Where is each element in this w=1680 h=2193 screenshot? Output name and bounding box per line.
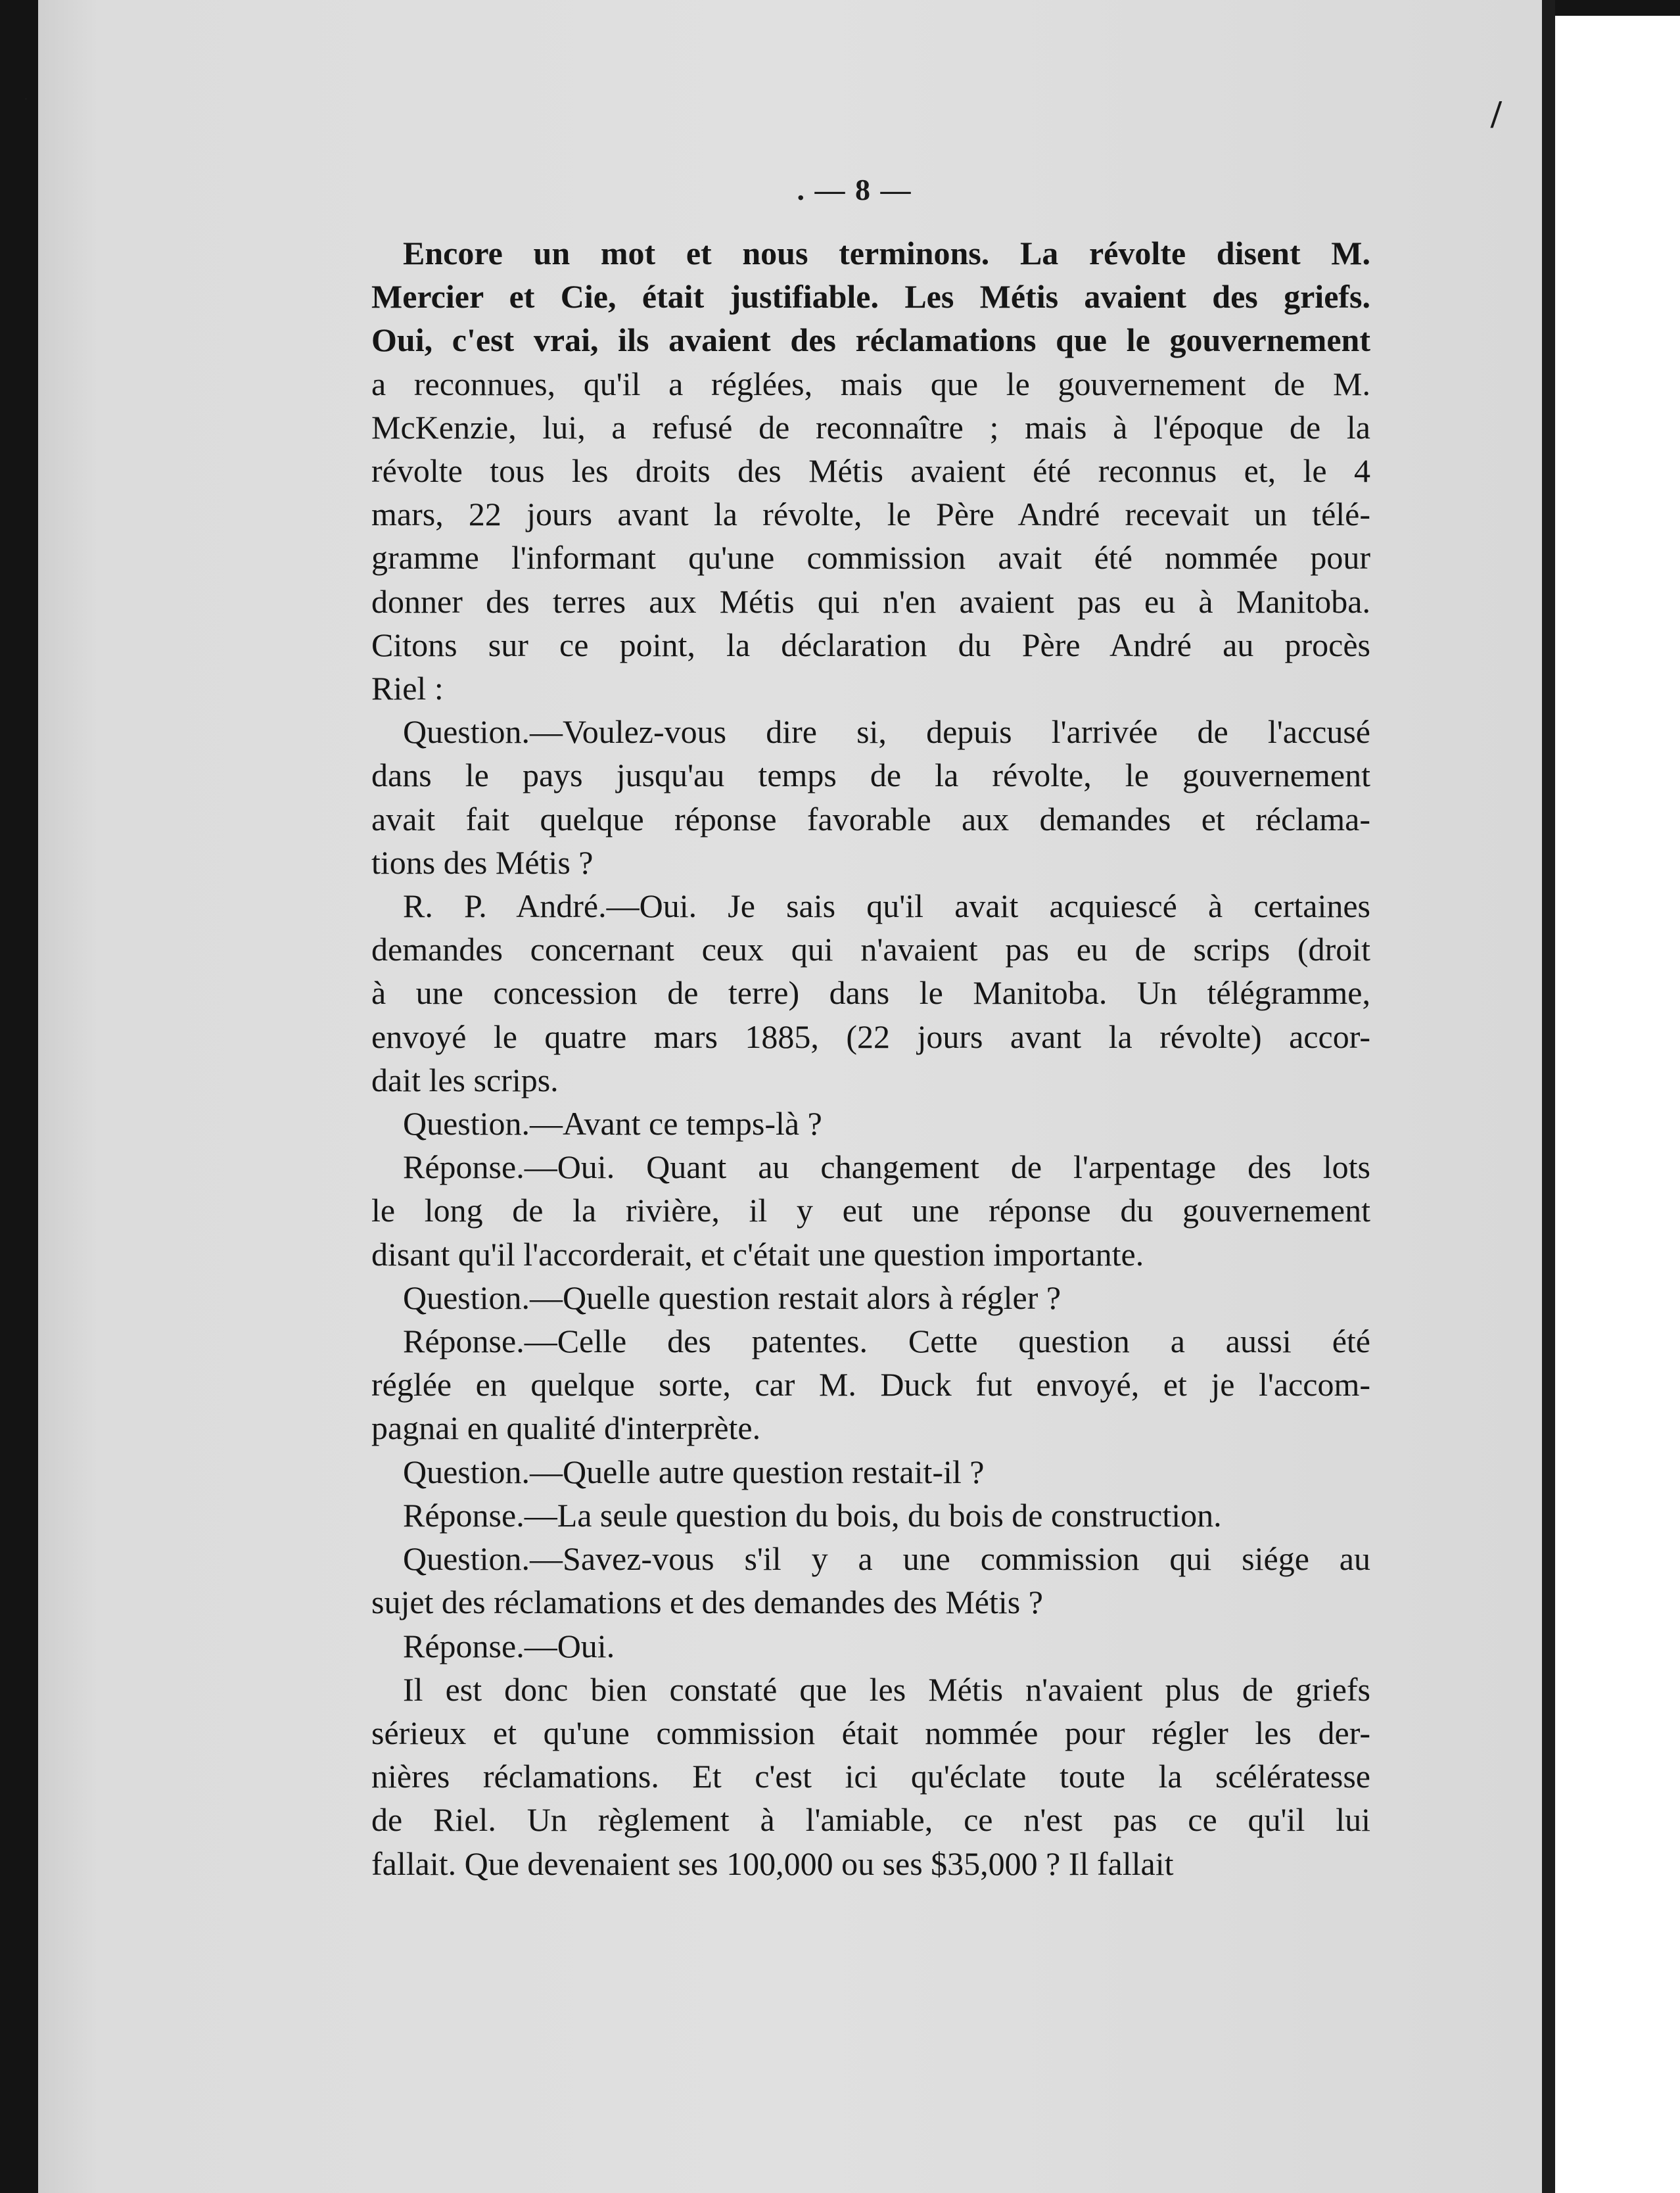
- text-line: dait les scrips.: [371, 1061, 559, 1098]
- text-line: révolte tous les droits des Métis avaient été reconnus et, le 4: [371, 452, 1370, 490]
- page-text: [371, 231, 1370, 1885]
- text-line: envoyé le quatre mars 1885, (22 jours avant la révolte) accor-: [371, 1018, 1370, 1055]
- scan-margin: [1555, 16, 1680, 2193]
- text-line: Il est donc bien constaté que les Métis n'avaient plus de griefs: [403, 1670, 1370, 1708]
- text-line: Question.—Quelle question restait alors à régler ?: [403, 1279, 1062, 1316]
- text-line: disant qu'il l'accorderait, et c'était une question importante.: [371, 1235, 1144, 1273]
- text-line: donner des terres aux Métis qui n'en avaient pas eu à Manitoba.: [371, 582, 1370, 620]
- text-line: Réponse.—Oui. Quant au changement de l'arpentage des lots: [403, 1148, 1370, 1186]
- text-line: Mercier et Cie, était justifiable. Les Métis avaient des griefs.: [371, 278, 1370, 316]
- text-line: McKenzie, lui, a refusé de reconnaître ; mais à l'époque de la: [371, 408, 1370, 446]
- text-line: Réponse.—La seule question du bois, du bois de construction.: [403, 1496, 1222, 1534]
- text-line: sujet des réclamations et des demandes des Métis ?: [371, 1584, 1043, 1621]
- text-line: demandes concernant ceux qui n'avaient pas eu de scrips (droit: [371, 931, 1370, 968]
- text-line: le long de la rivière, il y eut une réponse du gouvernement: [371, 1192, 1370, 1229]
- text-line: pagnai en qualité d'interprète.: [371, 1409, 761, 1447]
- text-line: Question.—Voulez-vous dire si, depuis l'arrivée de l'accusé: [403, 713, 1370, 751]
- text-line: dans le pays jusqu'au temps de la révolte, le gouvernement: [371, 757, 1370, 794]
- text-line: Citons sur ce point, la déclaration du Père André au procès: [371, 626, 1370, 663]
- text-line: Encore un mot et nous terminons. La révolte disent M.: [403, 235, 1370, 271]
- text-line: tions des Métis ?: [371, 843, 594, 881]
- text-line: Question.—Quelle autre question restait-il ?: [403, 1453, 985, 1490]
- text-line: mars, 22 jours avant la révolte, le Père André recevait un télé-: [371, 496, 1370, 533]
- text-line: Réponse.—Oui.: [403, 1627, 615, 1664]
- text-line: Réponse.—Celle des patentes. Cette question a aussi été: [403, 1323, 1370, 1360]
- text-line: avait fait quelque réponse favorable aux demandes et réclama-: [371, 800, 1370, 837]
- text-line: R. P. André.—Oui. Je sais qu'il avait acquiescé à certaines: [403, 887, 1370, 925]
- text-line: Question.—Avant ce temps-là ?: [403, 1105, 822, 1143]
- page-edge: [1542, 0, 1555, 2193]
- stray-mark-right: /: [1491, 93, 1502, 136]
- stray-mark-left: ·: [24, 92, 28, 106]
- text-line: Riel :: [371, 670, 444, 707]
- text-line: sérieux et qu'une commission était nommée pour régler les der-: [371, 1714, 1370, 1751]
- text-line: de Riel. Un règlement à l'amiable, ce n'est pas ce qu'il lui: [371, 1801, 1370, 1839]
- text-line: a reconnues, qu'il a réglées, mais que le gouvernement de M.: [371, 365, 1370, 402]
- text-line: nières réclamations. Et c'est ici qu'éclate toute la scélératesse: [371, 1758, 1370, 1795]
- text-line: réglée en quelque sorte, car M. Duck fut envoyé, et je l'accom-: [371, 1366, 1370, 1403]
- text-line: à une concession de terre) dans le Manitoba. Un télégramme,: [371, 974, 1370, 1012]
- text-line: Question.—Savez-vous s'il y a une commission qui siége au: [403, 1540, 1370, 1578]
- text-line: gramme l'informant qu'une commission avait été nommée pour: [371, 539, 1370, 577]
- page-number: . — 8 —: [797, 173, 912, 206]
- text-line: Oui, c'est vrai, ils avaient des réclamations que le gouvernement: [371, 321, 1370, 359]
- text-line: fallait. Que devenaient ses 100,000 ou ses $35,000 ? Il fallait: [371, 1845, 1174, 1882]
